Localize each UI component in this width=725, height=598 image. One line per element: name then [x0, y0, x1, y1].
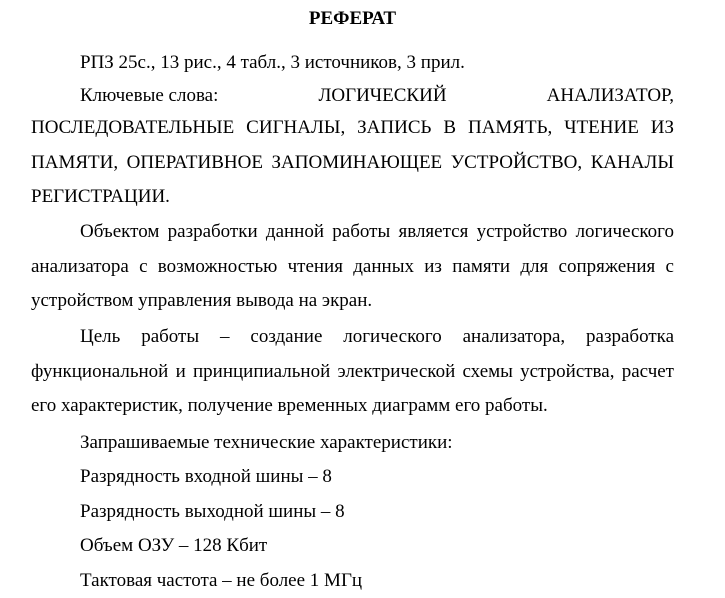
goal-paragraph: Цель работы – создание логического анализатора, разработка функциональной и принципиальной электрической схемы устройства, расчет его характеристик, получение временных диаграмм его работы.: [31, 326, 674, 416]
specs-heading: Запрашиваемые технические характеристики:: [80, 432, 453, 453]
summary-line: РПЗ 25с., 13 рис., 4 табл., 3 источников, 3 прил.: [80, 52, 465, 73]
spec-clock-frequency: Тактовая частота – не более 1 МГц: [80, 570, 363, 591]
spec-output-bus: Разрядность выходной шины – 8: [80, 501, 345, 522]
spec-input-bus: Разрядность входной шины – 8: [80, 466, 332, 487]
keyword-logical: ЛОГИЧЕСКИЙ: [318, 85, 447, 106]
document-title: РЕФЕРАТ: [308, 8, 397, 29]
keywords-first-line: [80, 85, 674, 107]
keyword-analyzer: АНАЛИЗАТОР,: [546, 85, 674, 106]
keywords-label: Ключевые слова:: [80, 85, 219, 106]
keywords-continuation: ПОСЛЕДОВАТЕЛЬНЫЕ СИГНАЛЫ, ЗАПИСЬ В ПАМЯТЬ, ЧТЕНИЕ ИЗ ПАМЯТИ, ОПЕРАТИВНОЕ ЗАПОМИНАЮЩЕЕ УСТРОЙСТВО, КАНАЛЫ РЕГИСТРАЦИИ.: [31, 117, 674, 207]
object-paragraph: Объектом разработки данной работы является устройство логического анализатора с возможностью чтения данных из памяти для сопряжения с устройством управления вывода на экран.: [31, 221, 674, 311]
spec-ram-size: Объем ОЗУ – 128 Кбит: [80, 535, 268, 556]
